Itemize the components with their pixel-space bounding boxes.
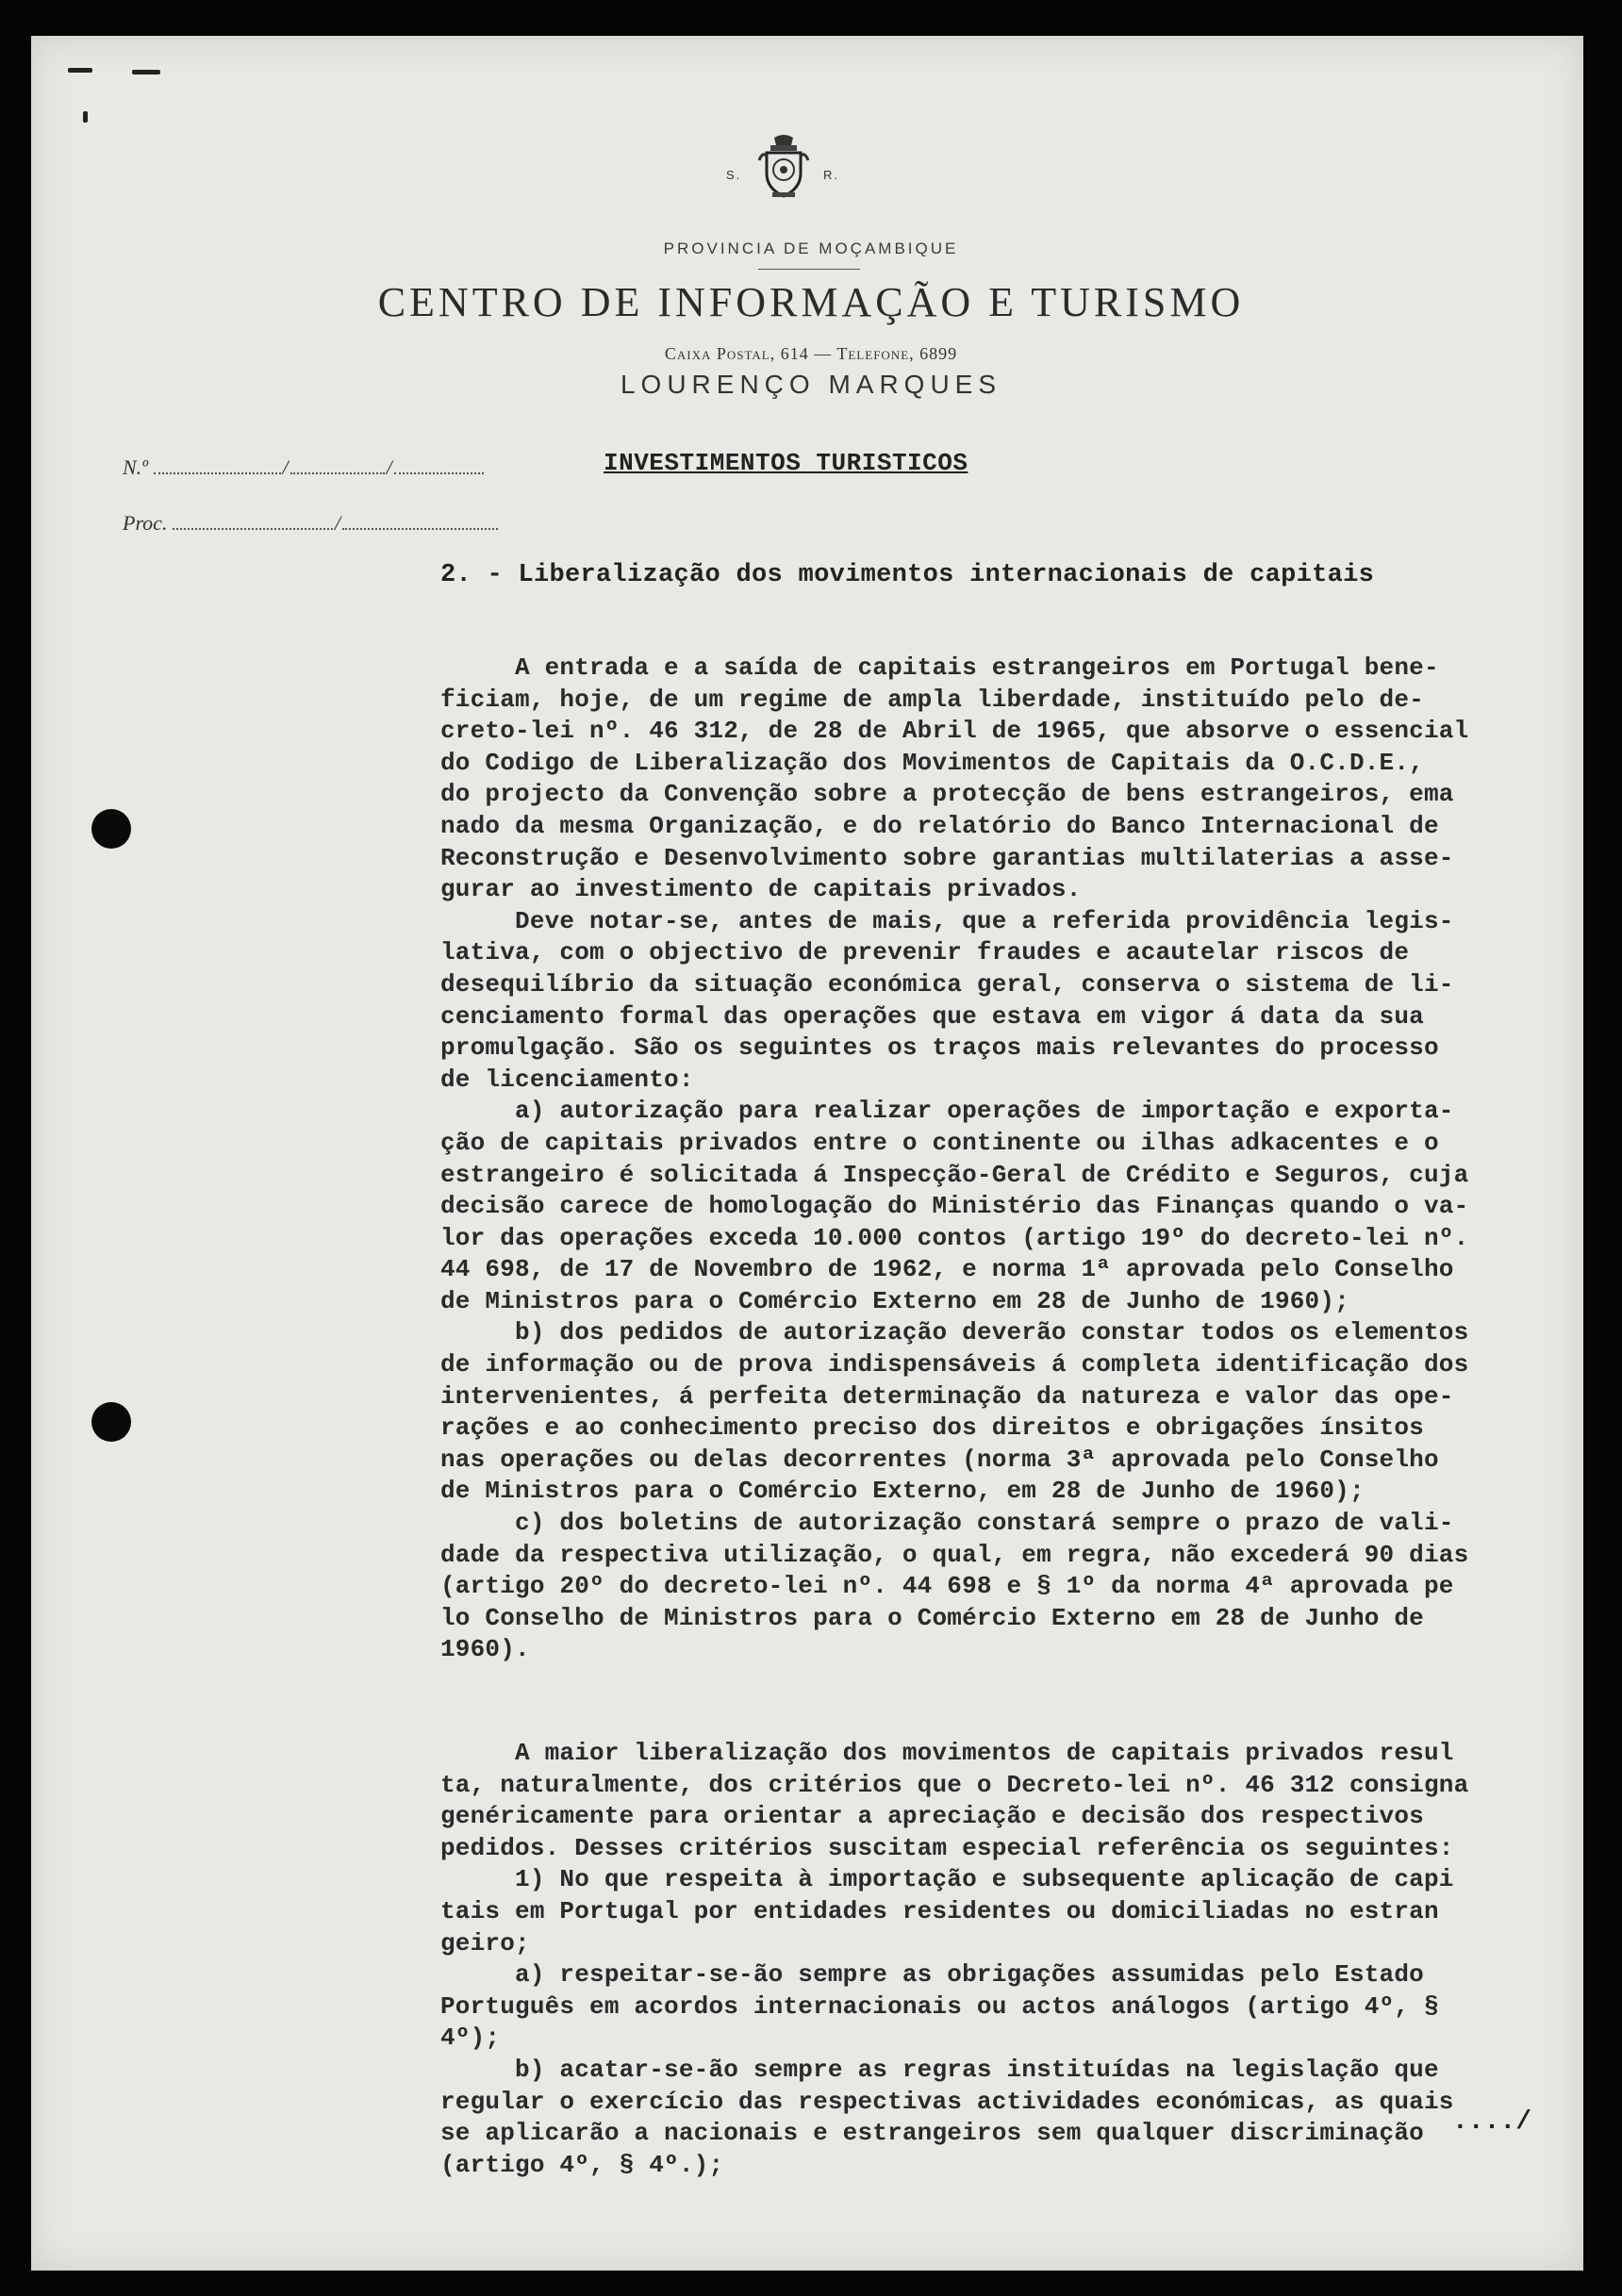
text-line: 1) No que respeita à importação e subsequente aplicação de capi (440, 1865, 1454, 1894)
text-line: b) dos pedidos de autorização deverão constar todos os elementos (440, 1318, 1469, 1347)
proc-label: Proc. (123, 511, 168, 535)
text-line: rações e ao conhecimento preciso dos direitos e obrigações ínsitos (440, 1413, 1424, 1443)
letterhead-seal (726, 132, 839, 207)
seal-right-letter: R. (823, 168, 839, 182)
edge-mark (132, 70, 160, 74)
text-line: lor das operações exceda 10.000 contos (artigo 19º do decreto-lei nº. (440, 1223, 1469, 1252)
text-line: Deve notar-se, antes de mais, que a referida providência legis- (440, 906, 1454, 935)
text-line: Português em acordos internacionais ou actos análogos (artigo 4º, § (440, 1991, 1439, 2021)
text-line: intervenientes, á perfeita determinação da natureza e valor das ope- (440, 1381, 1454, 1411)
text-line: c) dos boletins de autorização constará sempre o prazo de vali- (440, 1509, 1454, 1538)
seal-left-letter: S. (726, 168, 742, 182)
document-heading: INVESTIMENTOS TURISTICOS (604, 449, 968, 477)
blank-field (342, 511, 498, 530)
text-line: promulgação. São os seguintes os traços mais relevantes do processo (440, 1033, 1439, 1063)
blank-field (154, 455, 281, 474)
body-text-block-1 (440, 652, 1581, 1666)
text-line: ta, naturalmente, dos critérios que o Decreto-lei nº. 46 312 consigna (440, 1770, 1469, 1799)
blank-field (394, 455, 484, 474)
text-line: 4º); (440, 2023, 501, 2053)
text-line: geiro; (440, 1928, 530, 1957)
coat-of-arms-icon (757, 132, 810, 200)
continuation-mark: ..../ (1452, 2107, 1532, 2137)
text-line: ção de capitais privados entre o continente ou ilhas adkacentes e o (440, 1128, 1439, 1157)
text-line: a) autorização para realizar operações de importação e exporta- (440, 1097, 1454, 1126)
text-line: do projecto da Convenção sobre a protecção de bens estrangeiros, ema (440, 780, 1454, 809)
text-line: do Codigo de Liberalização dos Movimentos de Capitais da O.C.D.E., (440, 748, 1424, 777)
text-line: decisão carece de homologação do Ministério das Finanças quando o va- (440, 1192, 1469, 1221)
text-line: de Ministros para o Comércio Externo em 28 de Junho de 1960); (440, 1286, 1349, 1315)
text-line: b) acatar-se-ão sempre as regras instituídas na legislação que (440, 2055, 1439, 2084)
edge-mark (83, 111, 88, 123)
text-line: nado da mesma Organização, e do relatório do Banco Internacional de (440, 811, 1439, 840)
text-line: de licenciamento: (440, 1065, 694, 1094)
text-line: pedidos. Desses critérios suscitam especial referência os seguintes: (440, 1833, 1454, 1862)
text-line: ficiam, hoje, de um regime de ampla liberdade, instituído pelo de- (440, 685, 1424, 714)
text-line: lativa, com o objectivo de prevenir fraudes e acautelar riscos de (440, 938, 1410, 967)
divider (758, 269, 860, 270)
text-line: a) respeitar-se-ão sempre as obrigações assumidas pelo Estado (440, 1960, 1424, 1990)
province-name: PROVINCIA DE MOÇAMBIQUE (663, 240, 959, 257)
text-line: creto-lei nº. 46 312, de 28 de Abril de 1965, que absorve o essencial (440, 717, 1469, 746)
number-label: N.º (123, 455, 148, 479)
punch-hole-top (91, 809, 131, 849)
section-title: 2. - Liberalização dos movimentos internacionais de capitais (440, 561, 1375, 589)
blank-field (290, 455, 385, 474)
text-line: (artigo 4º, § 4º.); (440, 2150, 724, 2179)
contact-line: Caixa Postal, 614 — Telefone, 6899 (664, 344, 958, 363)
text-line: de Ministros para o Comércio Externo, em 28 de Junho de 1960); (440, 1477, 1365, 1506)
body-text-block-2 (440, 1738, 1581, 2181)
text-line: A maior liberalização dos movimentos de capitais privados resul (440, 1739, 1454, 1767)
text-line: nas operações ou delas decorrentes (norma 3ª aprovada pelo Conselho (440, 1445, 1439, 1474)
text-line: dade da respectiva utilização, o qual, em regra, não excederá 90 dias (440, 1540, 1469, 1569)
text-line: lo Conselho de Ministros para o Comércio Externo em 28 de Junho de (440, 1603, 1424, 1632)
process-reference-line: Proc. / (123, 511, 498, 536)
text-line: genéricamente para orientar a apreciação e decisão dos respectivos (440, 1802, 1424, 1831)
text-line: cenciamento formal das operações que estava em vigor á data da sua (440, 1001, 1424, 1031)
text-line: de informação ou de prova indispensáveis á completa identificação dos (440, 1350, 1469, 1379)
text-line: 44 698, de 17 de Novembro de 1962, e norma 1ª aprovada pelo Conselho (440, 1255, 1454, 1284)
text-line: regular o exercício das respectivas actividades económicas, as quais (440, 2087, 1454, 2116)
text-line: estrangeiro é solicitada á Inspecção-Geral de Crédito e Seguros, cuja (440, 1160, 1469, 1189)
text-line: (artigo 20º do decreto-lei nº. 44 698 e § 1º da norma 4ª aprovada pe (440, 1572, 1454, 1601)
text-line: 1960). (440, 1635, 530, 1664)
text-line: gurar ao investimento de capitais privados. (440, 875, 1082, 904)
text-line: se aplicarão a nacionais e estrangeiros sem qualquer discriminação (440, 2119, 1424, 2148)
edge-mark (68, 68, 92, 73)
text-line: Reconstrução e Desenvolvimento sobre garantias multilaterias a asse- (440, 843, 1454, 872)
reference-number-line: N.º / / (123, 455, 484, 480)
organization-name: CENTRO DE INFORMAÇÃO E TURISMO (377, 279, 1245, 325)
text-line: A entrada e a saída de capitais estrangeiros em Portugal bene- (440, 653, 1439, 682)
text-line: tais em Portugal por entidades residentes ou domiciliadas no estran (440, 1896, 1439, 1925)
blank-field (173, 511, 333, 530)
text-line: desequilíbrio da situação económica geral, conserva o sistema de li- (440, 969, 1454, 999)
punch-hole-bottom (91, 1402, 131, 1442)
city-name: LOURENÇO MARQUES (620, 370, 1002, 399)
